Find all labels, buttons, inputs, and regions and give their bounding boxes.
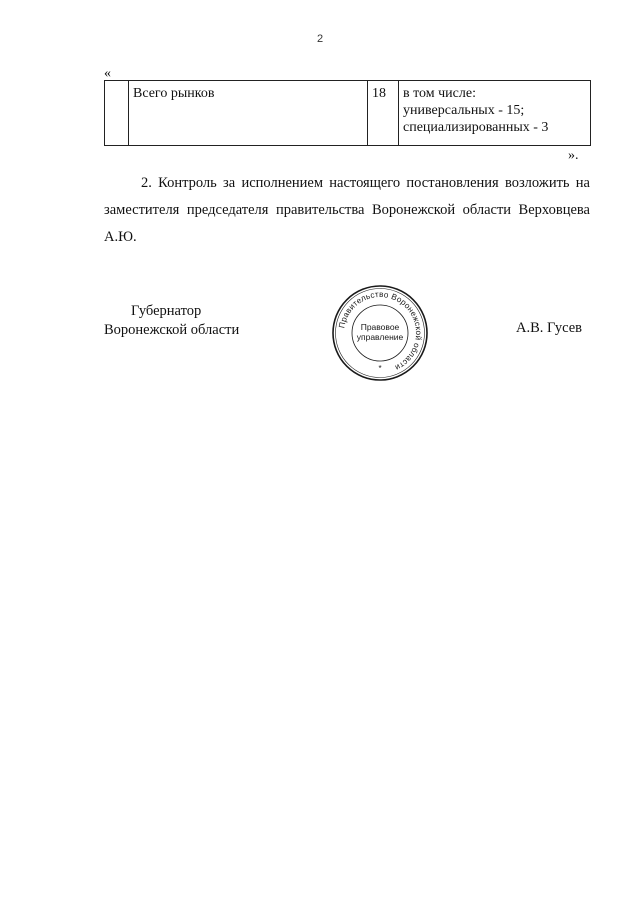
signer-title-line2: Воронежской области <box>104 322 240 338</box>
signer-name: А.В. Гусев <box>516 320 582 336</box>
svg-text:управление: управление <box>356 332 404 342</box>
official-seal-icon <box>330 283 430 383</box>
markets-table <box>104 80 591 146</box>
signer-title <box>104 302 239 340</box>
detail-line-3: специализированных - 3 <box>403 120 549 135</box>
quote-open: « <box>104 66 111 81</box>
page-number: 2 <box>316 33 324 45</box>
svg-text:Правовое: Правовое <box>360 322 400 332</box>
table-row <box>105 81 591 146</box>
detail-line-1: в том числе: <box>403 86 476 101</box>
signer-title-line1: Губернатор <box>131 303 202 319</box>
quote-close: ». <box>568 148 579 163</box>
detail-line-2: универсальных - 15; <box>403 103 525 118</box>
market-count-cell: 18 <box>368 81 399 146</box>
svg-text:*: * <box>378 364 382 373</box>
svg-text:Правительство Воронежской обла: Правительство Воронежской области <box>337 289 424 373</box>
market-name-cell: Всего рынков <box>129 81 368 146</box>
control-paragraph: 2. Контроль за исполнением настоящего постановления возложить на заместителя председателя правительства Воронежской области Верховцева А.Ю. <box>104 175 590 245</box>
market-detail-cell <box>399 81 591 146</box>
row-number-cell <box>105 81 129 146</box>
